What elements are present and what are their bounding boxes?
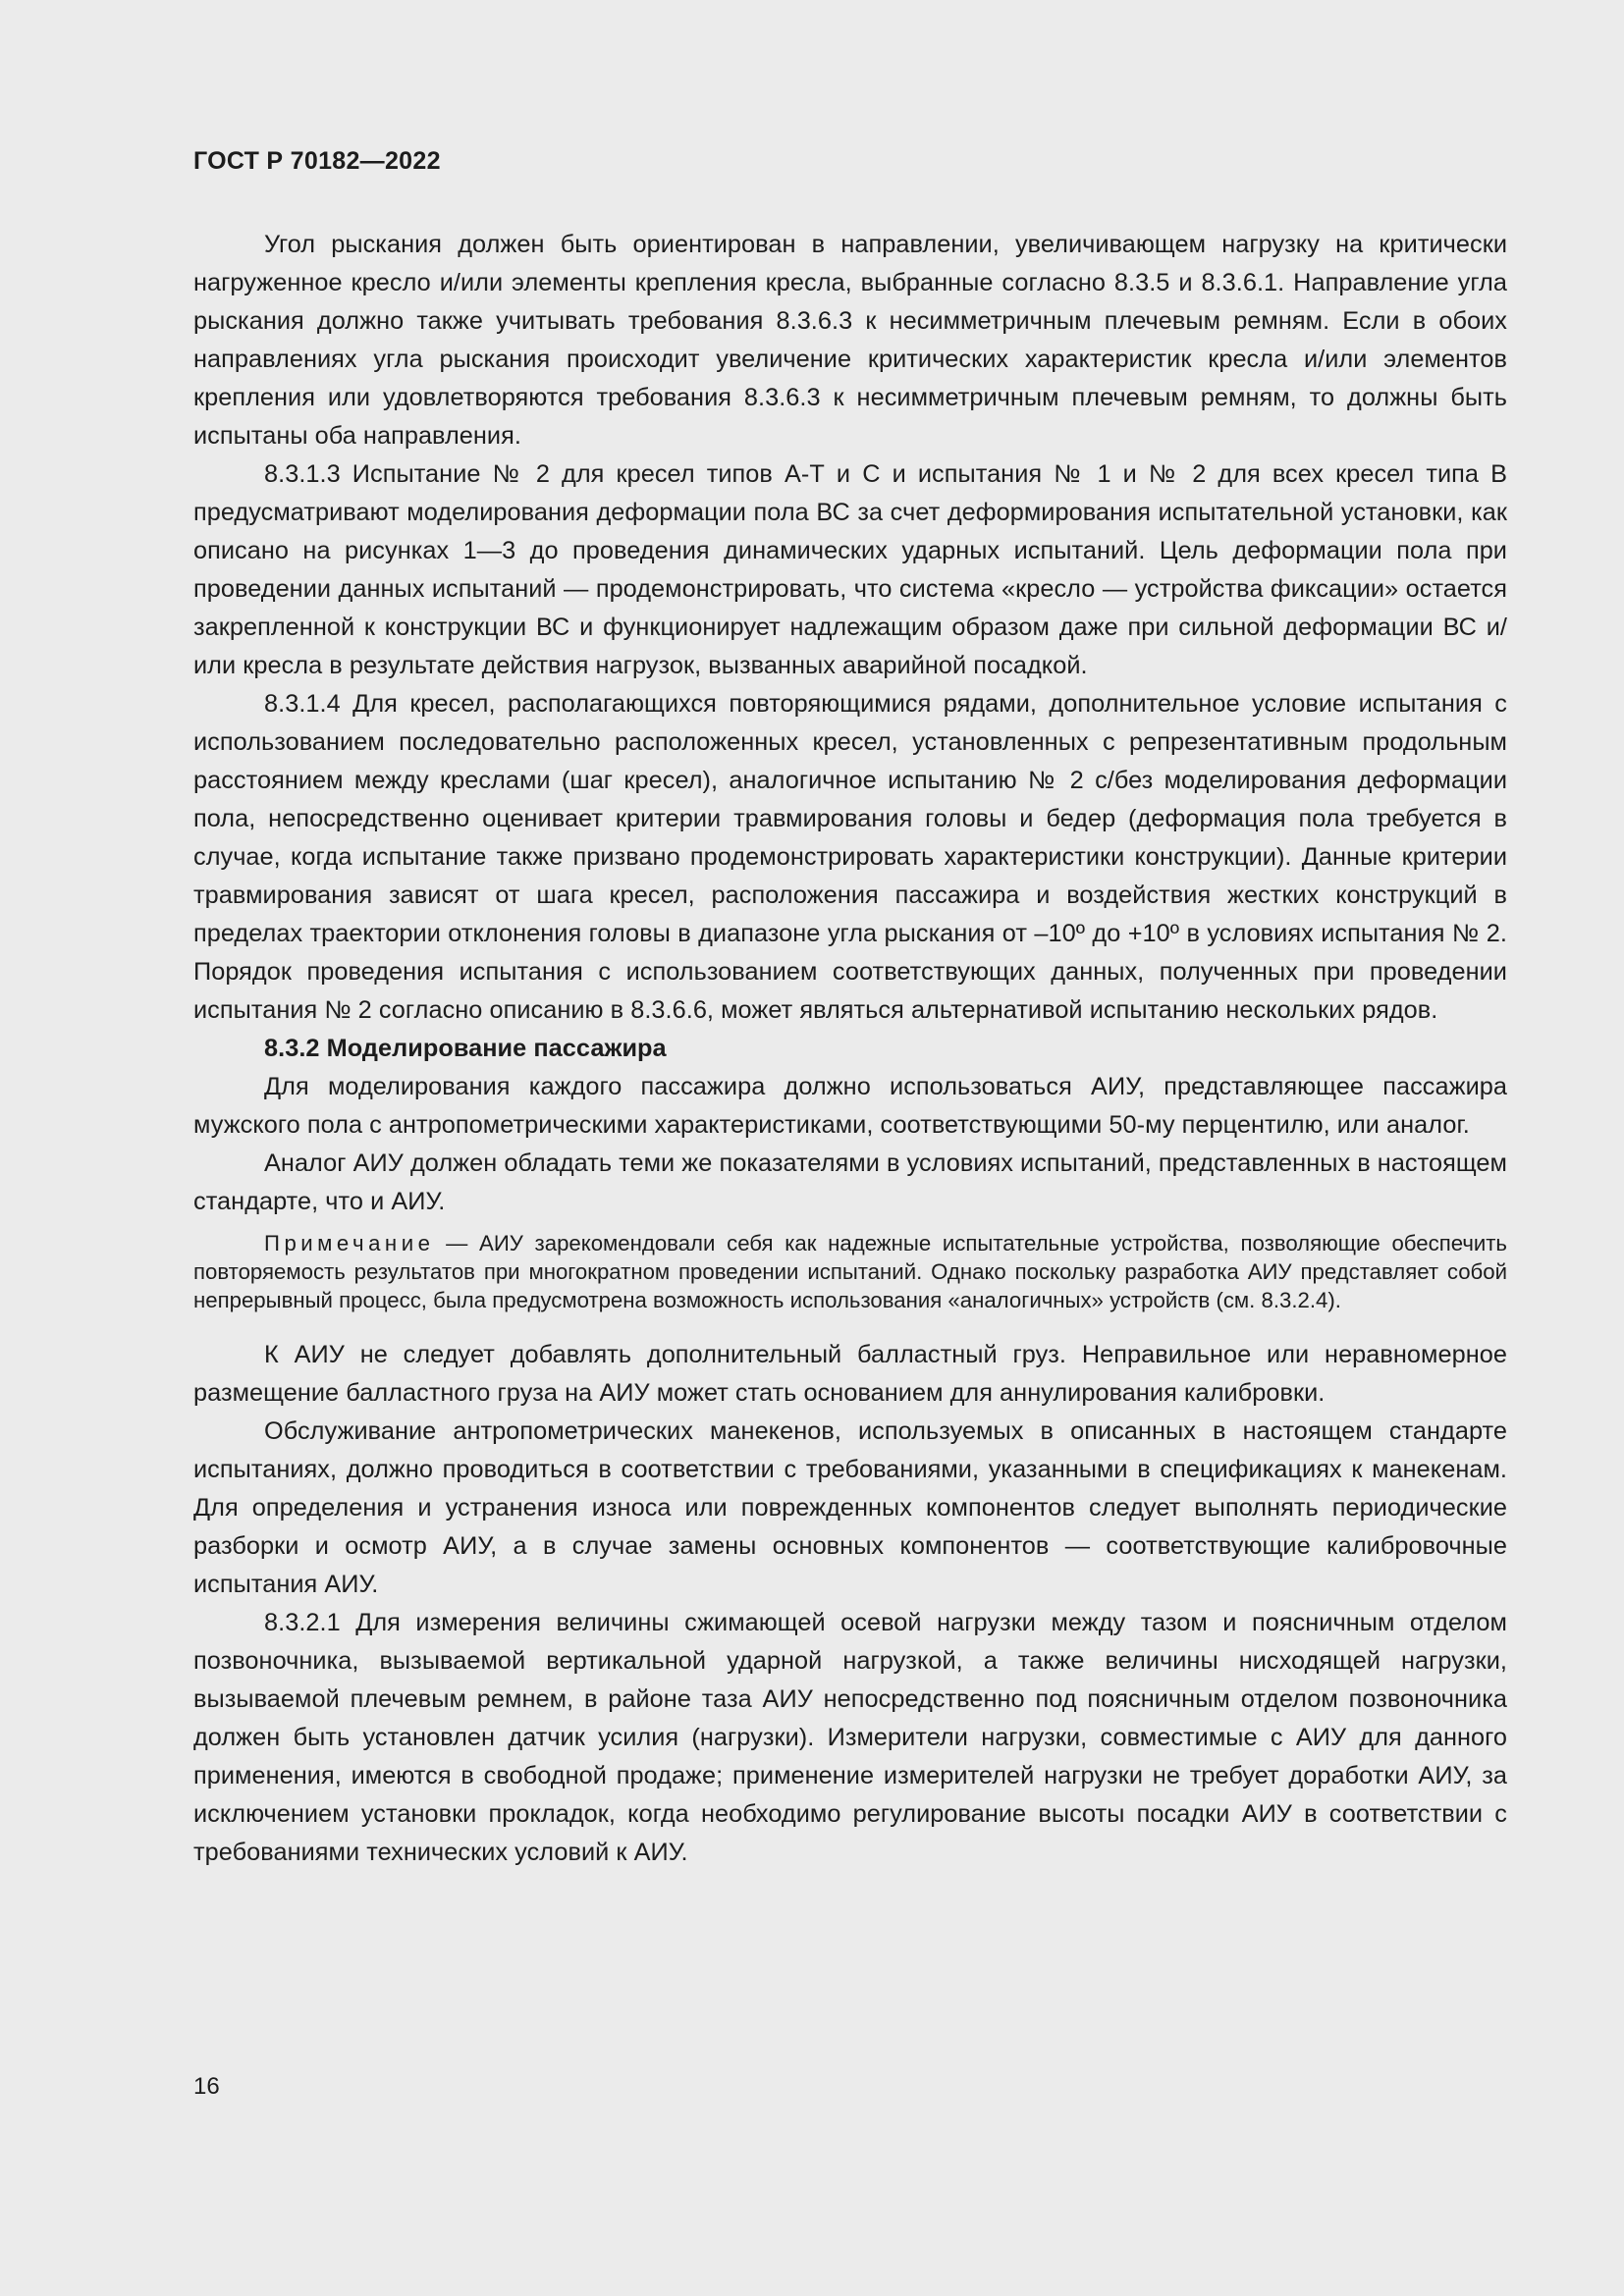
note-text: — АИУ зарекомендовали себя как надежные испытательные устройства, позволяющие обеспечить повторяемость результатов при многократном проведении испытаний. Однако поскольку разработка АИУ представляет собой непрерывный процесс, была предусмотрена возможность использования «аналогичных» устройств (см. 8.3.2.4). xyxy=(193,1231,1507,1312)
paragraph-8-3-1-4: 8.3.1.4 Для кресел, располагающихся повторяющимися рядами, дополнительное условие испытания с использованием последовательно расположенных кресел, установленных с репрезентативным продольным расстоянием между креслами (шаг кресел), аналогичное испытанию № 2 с/без моделирования деформации пола, непосредственно оценивает критерии травмирования головы и бедер (деформация пола требуется в случае, когда испытание также призвано продемонстрировать характеристики конструкции). Данные критерии травмирования зависят от шага кресел, расположения пассажира и воздействия жестких конструкций в пределах траектории отклонения головы в диапазоне угла рыскания от –10º до +10º в условиях испытания № 2. Порядок проведения испытания с использованием соответствующих данных, полученных при проведении испытания № 2 согласно описанию в 8.3.6.6, может являться альтернативой испытанию нескольких рядов. xyxy=(193,690,1507,1024)
note-label: Примечание xyxy=(264,1231,435,1255)
paragraph-dummy-use: Для моделирования каждого пассажира должно использоваться АИУ, представляющее пассажира мужского пола с антропометрическими характеристиками, соответствующими 50-му перцентилю, или аналог. xyxy=(193,1073,1507,1139)
document-code: ГОСТ Р 70182—2022 xyxy=(193,147,441,175)
paragraph-ballast: К АИУ не следует добавлять дополнительный балластный груз. Неправильное или неравномерное размещение балластного груза на АИУ может стать основанием для аннулирования калибровки. xyxy=(193,1341,1507,1407)
paragraph-8-3-2-1: 8.3.2.1 Для измерения величины сжимающей осевой нагрузки между тазом и поясничным отделом позвоночника, вызываемой вертикальной ударной нагрузкой, а также величины нисходящей нагрузки, вызываемой плечевым ремнем, в районе таза АИУ непосредственно под поясничным отделом позвоночника должен быть установлен датчик усилия (нагрузки). Измерители нагрузки, совместимые с АИУ для данного применения, имеются в свободной продаже; применение измерителей нагрузки не требует доработки АИУ, за исключением установки прокладок, когда необходимо регулирование высоты посадки АИУ в соответствии с требованиями технических условий к АИУ. xyxy=(193,1609,1507,1866)
note xyxy=(193,1229,1507,1314)
paragraph-maintenance: Обслуживание антропометрических манекенов, используемых в описанных в настоящем стандарте испытаниях, должно проводиться в соответствии с требованиями, указанными в спецификациях к манекенам. Для определения и устранения износа или поврежденных компонентов следует выполнять периодические разборки и осмотр АИУ, а в случае замены основных компонентов — соответствующие калибровочные испытания АИУ. xyxy=(193,1417,1507,1598)
body-text xyxy=(193,226,1507,1872)
section-heading-8-3-2: 8.3.2 Моделирование пассажира xyxy=(264,1035,667,1062)
paragraph-8-3-1-3: 8.3.1.3 Испытание № 2 для кресел типов А-Т и С и испытания № 1 и № 2 для всех кресел типа В предусматривают моделирования деформации пола ВС за счет деформирования испытательной установки, как описано на рисунках 1—3 до проведения динамических ударных испытаний. Цель деформации пола при проведении данных испытаний — продемонстрировать, что система «кресло — устройства фиксации» остается закрепленной к конструкции ВС и функционирует надлежащим образом даже при сильной деформации ВС и/или кресла в результате действия нагрузок, вызванных аварийной посадкой. xyxy=(193,460,1507,679)
page-number: 16 xyxy=(193,2073,220,2100)
paragraph-dummy-analog: Аналог АИУ должен обладать теми же показателями в условиях испытаний, представленных в настоящем стандарте, что и АИУ. xyxy=(193,1149,1507,1215)
paragraph-yaw-angle: Угол рыскания должен быть ориентирован в направлении, увеличивающем нагрузку на критически нагруженное кресло и/или элементы крепления кресла, выбранные согласно 8.3.5 и 8.3.6.1. Направление угла рыскания должно также учитывать требования 8.3.6.3 к несимметричным плечевым ремням. Если в обоих направлениях угла рыскания происходит увеличение критических характеристик кресла и/или элементов крепления или удовлетворяются требования 8.3.6.3 к несимметричным плечевым ремням, то должны быть испытаны оба направления. xyxy=(193,231,1507,450)
